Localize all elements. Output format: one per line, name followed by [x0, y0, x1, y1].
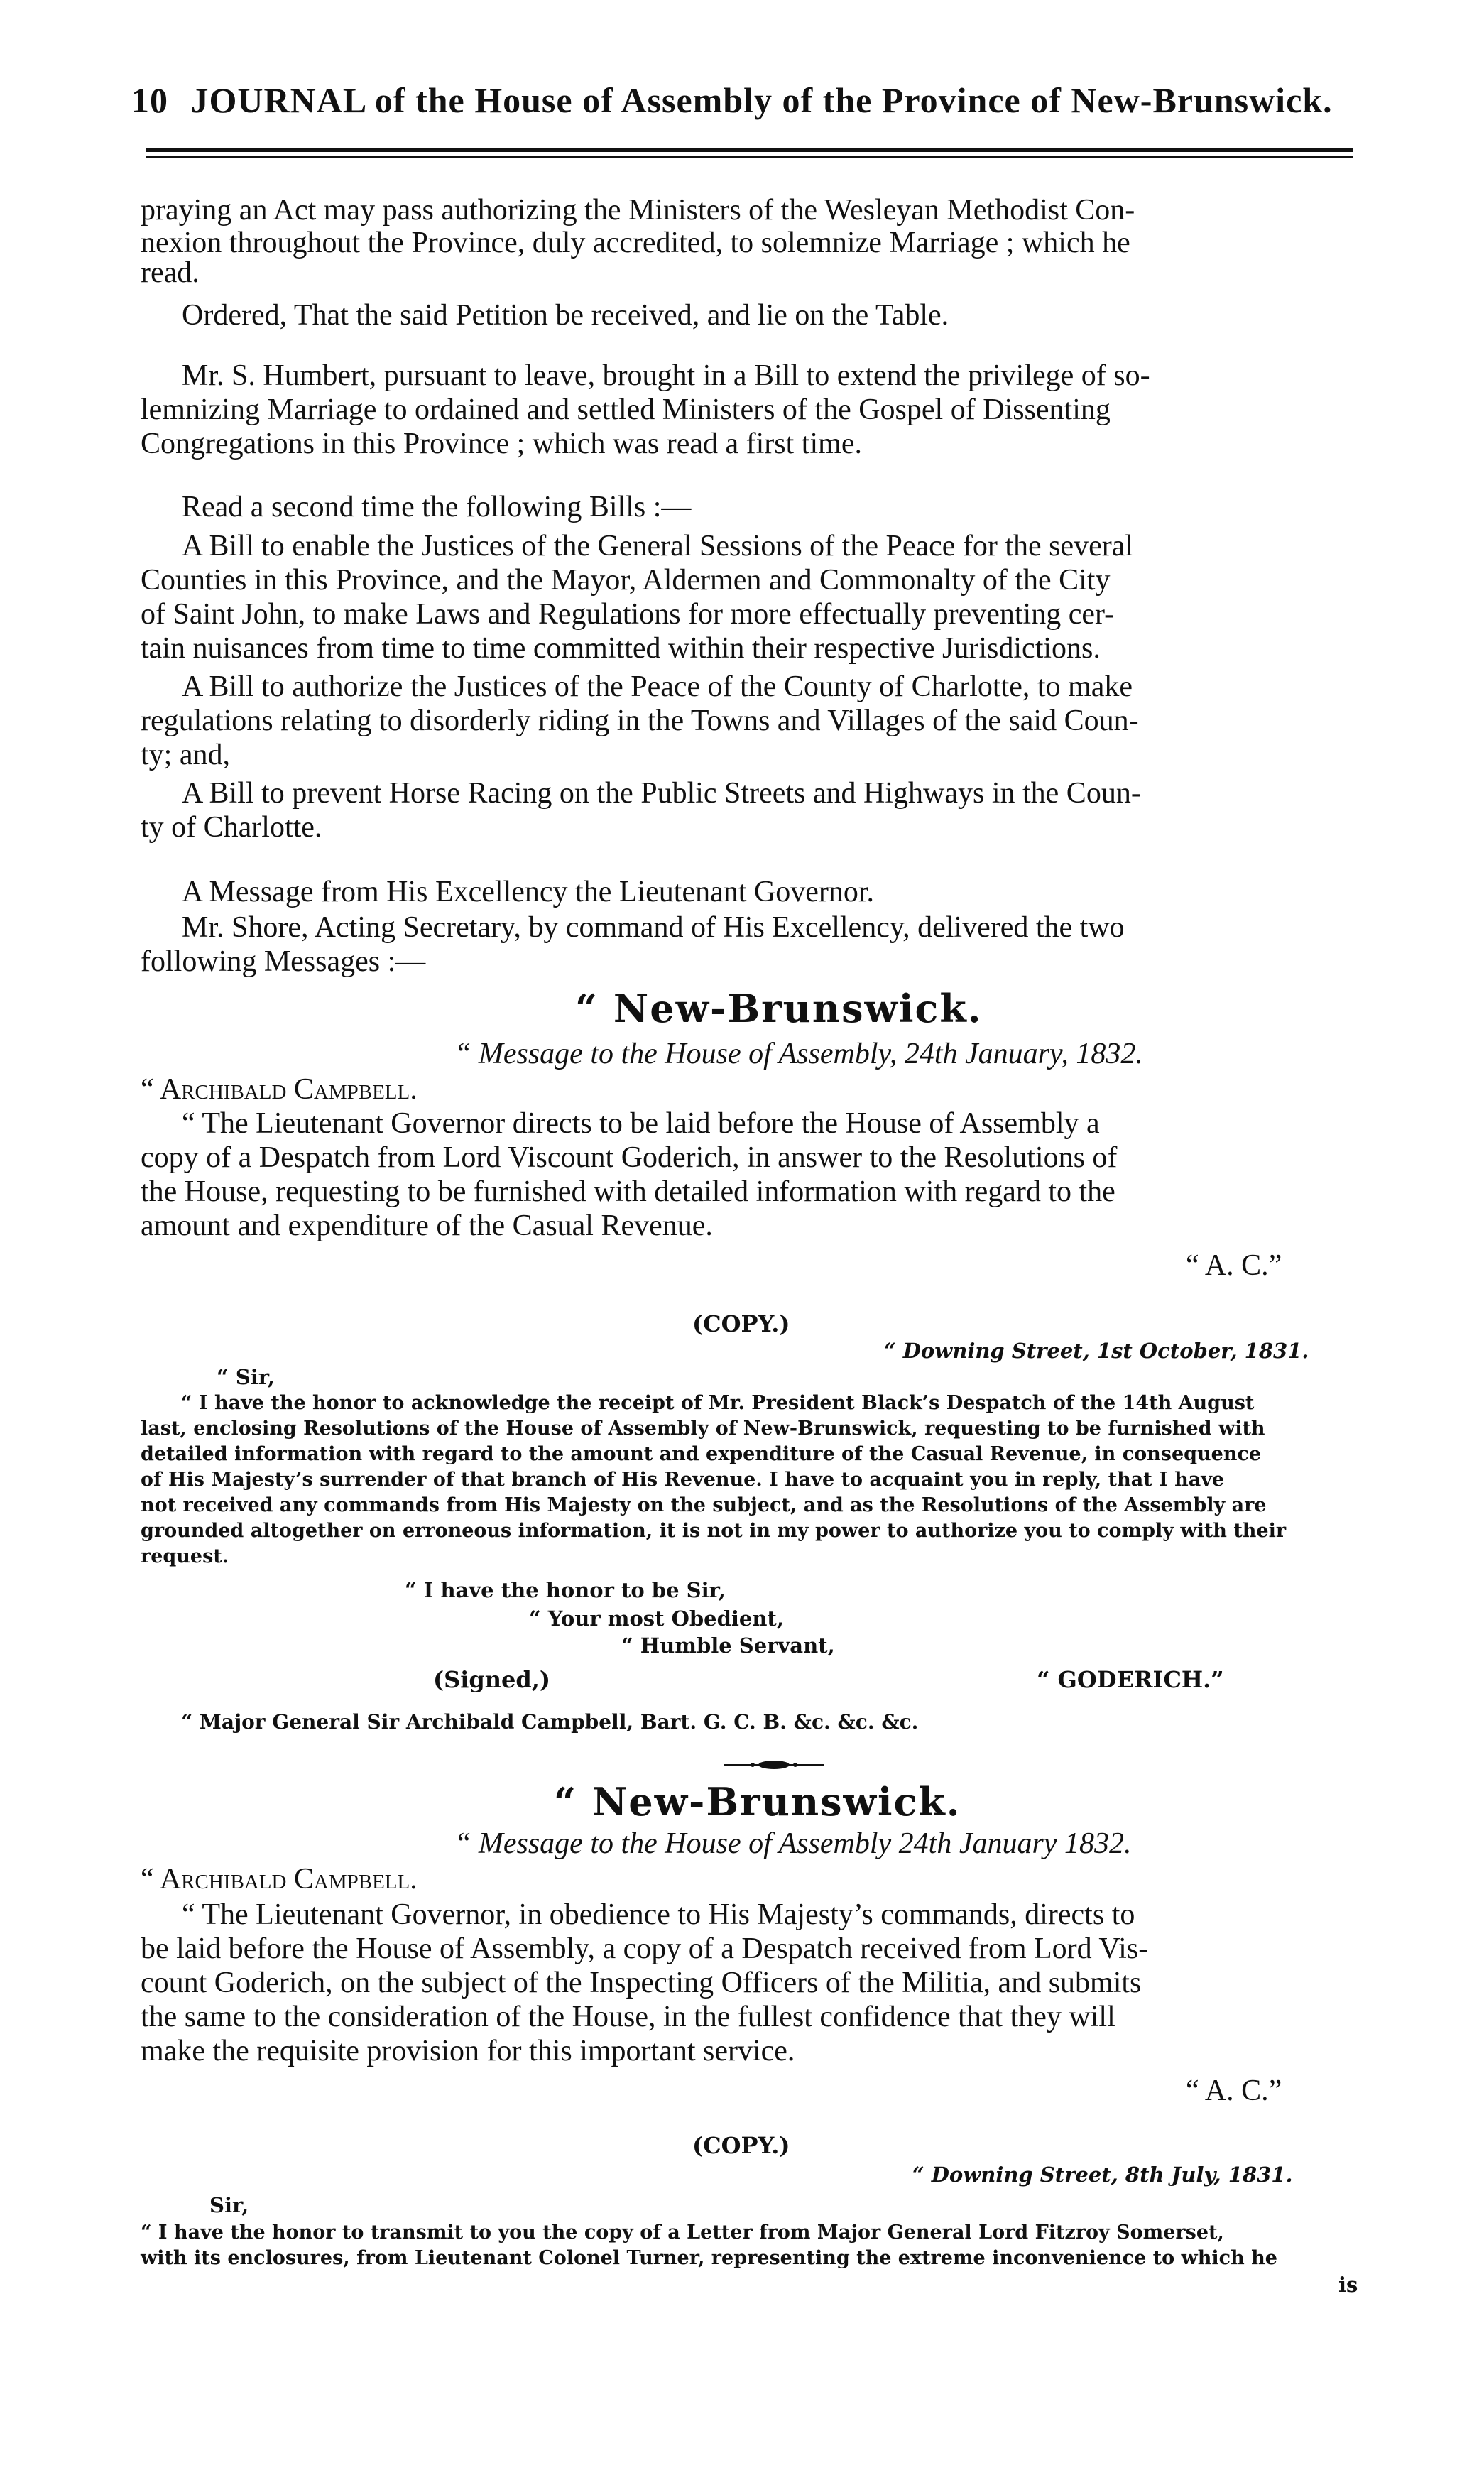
humbert-line: Congregations in this Province ; which was read a first time.: [141, 428, 862, 460]
header-rule-thin: [146, 156, 1353, 158]
message-intro-line: A Message from His Excellency the Lieutenant Governor.: [182, 876, 875, 908]
bill-line: Counties in this Province, and the Mayor, Aldermen and Commonalty of the City: [141, 564, 1111, 597]
bill-line: regulations relating to disorderly riding in the Towns and Villages of the said Coun-: [141, 705, 1139, 737]
ornament-divider: [724, 1760, 824, 1770]
petition-ordered: Ordered, That the said Petition be received, and lie on the Table.: [182, 299, 949, 332]
message1-subheading: “ Message to the House of Assembly, 24th January, 1832.: [454, 1038, 1143, 1070]
despatch1-signature: “ GODERICH.”: [1037, 1666, 1224, 1693]
humbert-line: Mr. S. Humbert, pursuant to leave, brought in a Bill to extend the privilege of so-: [182, 359, 1150, 392]
message2-initials: “ A. C.”: [1186, 2075, 1282, 2107]
despatch1-line: of His Majesty’s surrender of that branch of His Revenue. I have to acquaint you in reply, that I have: [141, 1469, 1225, 1491]
message1-line: “ The Lieutenant Governor directs to be laid before the House of Assembly a: [182, 1107, 1100, 1140]
despatch1-closing: “ Humble Servant,: [621, 1633, 835, 1658]
despatch1-line: request.: [141, 1545, 229, 1567]
message1-line: amount and expenditure of the Casual Revenue.: [141, 1209, 713, 1242]
message1-line: copy of a Despatch from Lord Viscount Goderich, in answer to the Resolutions of: [141, 1141, 1118, 1174]
despatch2-salutation: Sir,: [209, 2193, 249, 2217]
despatch1-closing: “ Your most Obedient,: [529, 1606, 784, 1631]
second-reading-intro: Read a second time the following Bills :—: [182, 491, 692, 523]
message1-line: the House, requesting to be furnished with detailed information with regard to the: [141, 1175, 1115, 1208]
despatch1-copy-label: (COPY.): [692, 1310, 790, 1337]
despatch2-line: “ I have the honor to transmit to you the copy of a Letter from Major General Lord Fitzroy Somerset,: [141, 2222, 1224, 2244]
despatch1-line: detailed information with regard to the amount and expenditure of the Casual Revenue, in consequence: [141, 1443, 1262, 1465]
despatch1-line: grounded altogether on erroneous information, it is not in my power to authorize you to comply with their: [141, 1520, 1287, 1542]
despatch1-closing: “ I have the honor to be Sir,: [405, 1578, 726, 1602]
despatch1-line: “ I have the honor to acknowledge the receipt of Mr. President Black’s Despatch of the 14th August: [181, 1392, 1255, 1414]
bill-line: ty of Charlotte.: [141, 811, 322, 844]
header-rule-thick: [146, 148, 1353, 152]
despatch2-line: with its enclosures, from Lieutenant Colonel Turner, representing the extreme inconvenience to which he: [141, 2247, 1277, 2269]
message2-line: count Goderich, on the subject of the Inspecting Officers of the Militia, and submits: [141, 1967, 1142, 1999]
running-title: JOURNAL of the House of Assembly of the Province of New-Brunswick.: [190, 80, 1333, 120]
page-header: [131, 80, 1333, 121]
message2-heading: “ New-Brunswick.: [554, 1779, 961, 1825]
bill-line: of Saint John, to make Laws and Regulations for more effectually preventing cer-: [141, 598, 1115, 631]
message2-line: the same to the consideration of the House, in the fullest confidence that they will: [141, 2001, 1115, 2033]
message-intro-line: following Messages :—: [141, 945, 426, 978]
message2-line: be laid before the House of Assembly, a copy of a Despatch received from Lord Vis-: [141, 1932, 1149, 1965]
petition-line: read.: [141, 256, 200, 289]
despatch2-dateline: “ Downing Street, 8th July, 1831.: [912, 2163, 1293, 2187]
despatch1-line: last, enclosing Resolutions of the House of Assembly of New-Brunswick, requesting to be furnished with: [141, 1418, 1265, 1440]
message2-line: make the requisite provision for this important service.: [141, 2035, 795, 2067]
bill-line: A Bill to authorize the Justices of the Peace of the County of Charlotte, to make: [182, 670, 1133, 703]
humbert-line: lemnizing Marriage to ordained and settled Ministers of the Gospel of Dissenting: [141, 393, 1111, 426]
message1-heading: “ New-Brunswick.: [575, 986, 983, 1031]
message-intro-line: Mr. Shore, Acting Secretary, by command of His Excellency, delivered the two: [182, 911, 1125, 944]
bill-line: A Bill to prevent Horse Racing on the Public Streets and Highways in the Coun-: [182, 777, 1141, 810]
despatch1-signed: (Signed,): [433, 1666, 551, 1693]
despatch1-salutation: “ Sir,: [217, 1365, 275, 1389]
message2-line: “ The Lieutenant Governor, in obedience to His Majesty’s commands, directs to: [182, 1898, 1135, 1931]
despatch2-catchword: is: [1338, 2273, 1358, 2297]
despatch1-addressee: “ Major General Sir Archibald Campbell, Bart. G. C. B. &c. &c. &c.: [181, 1710, 919, 1734]
petition-line: nexion throughout the Province, duly accredited, to solemnize Marriage ; which he: [141, 227, 1130, 259]
message2-subheading: “ Message to the House of Assembly 24th January 1832.: [454, 1827, 1132, 1860]
page-number: 10: [131, 80, 168, 120]
bill-line: tain nuisances from time to time committed within their respective Jurisdictions.: [141, 632, 1101, 665]
despatch2-copy-label: (COPY.): [692, 2132, 790, 2159]
bill-line: ty; and,: [141, 739, 230, 771]
message1-signatory: “ Archibald Campbell.: [141, 1073, 418, 1106]
message1-initials: “ A. C.”: [1186, 1249, 1282, 1282]
bill-line: A Bill to enable the Justices of the General Sessions of the Peace for the several: [182, 530, 1134, 562]
despatch1-line: not received any commands from His Majesty on the subject, and as the Resolutions of the Assembly are: [141, 1494, 1267, 1516]
message2-signatory: “ Archibald Campbell.: [141, 1863, 418, 1896]
despatch1-dateline: “ Downing Street, 1st October, 1831.: [884, 1339, 1309, 1363]
petition-line: praying an Act may pass authorizing the Ministers of the Wesleyan Methodist Con-: [141, 194, 1135, 227]
